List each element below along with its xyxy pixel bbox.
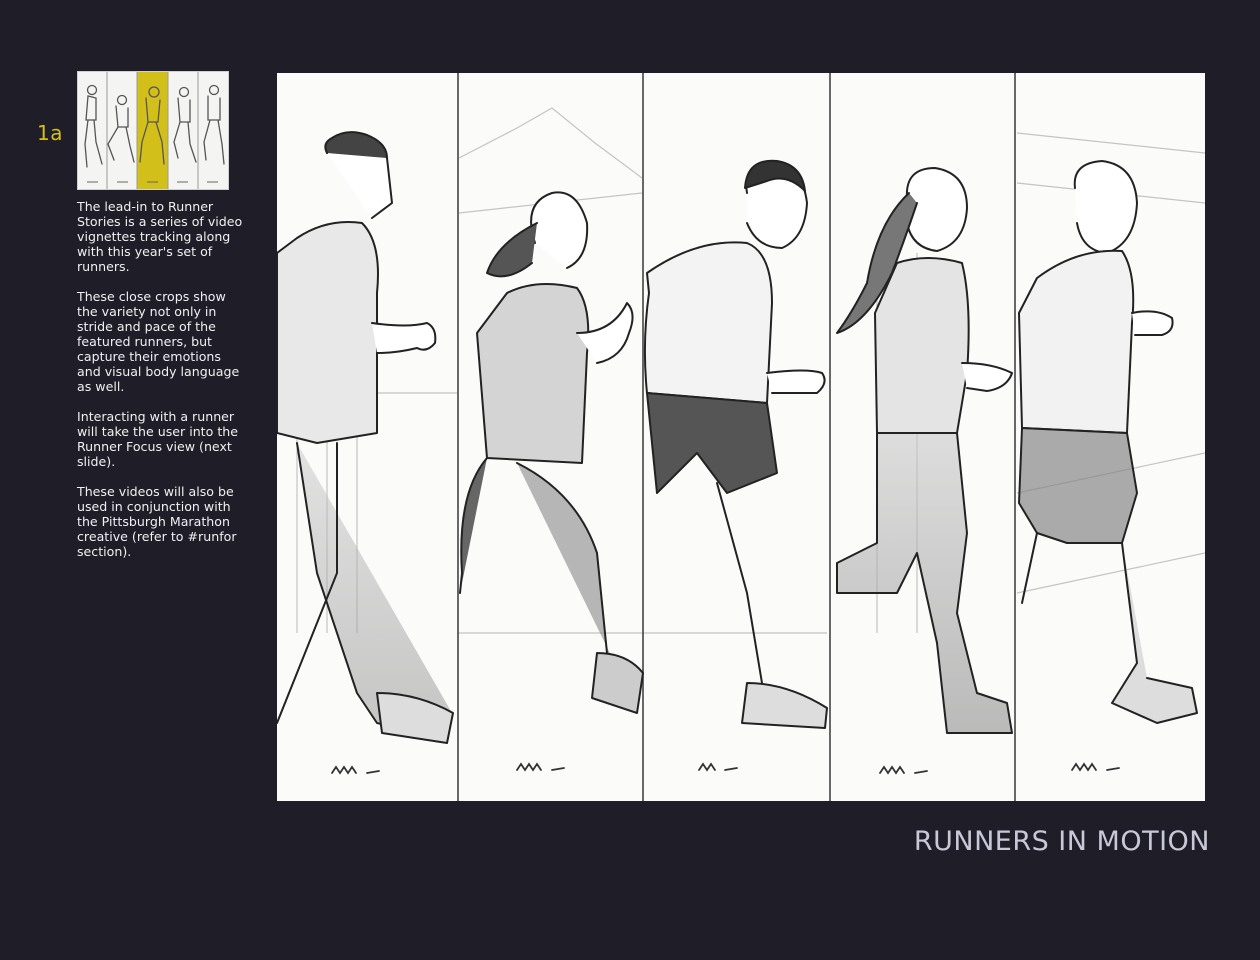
note-paragraph: Interacting with a runner will take the user into the Runner Focus view (next slide). xyxy=(77,409,238,469)
slide-caption: RUNNERS IN MOTION xyxy=(913,826,1210,857)
slide-number: 1a xyxy=(37,121,63,145)
runner-storyboard xyxy=(277,73,1205,801)
note-paragraph: These videos will also be used in conjunction with the Pittsburgh Marathon creative (refer to #runfor section). xyxy=(77,484,237,559)
runner-3-sketch xyxy=(645,161,827,728)
runner-1-sketch xyxy=(277,132,453,743)
storyboard-sketch xyxy=(277,73,1205,801)
thumbnail-highlight xyxy=(137,72,168,189)
note-paragraph: The lead-in to Runner Stories is a series of video vignettes tracking along with this year's set of runners. xyxy=(77,199,243,274)
thumbnail-sketch xyxy=(78,72,228,189)
runner-5-sketch xyxy=(1019,161,1197,723)
storyboard-thumbnail[interactable] xyxy=(77,71,229,190)
runner-4-sketch xyxy=(837,168,1012,733)
runner-2-sketch xyxy=(460,192,643,713)
note-paragraph: These close crops show the variety not only in stride and pace of the featured runners, but capture their emotions and visual body language as well. xyxy=(77,289,240,394)
slide-notes xyxy=(77,199,247,574)
